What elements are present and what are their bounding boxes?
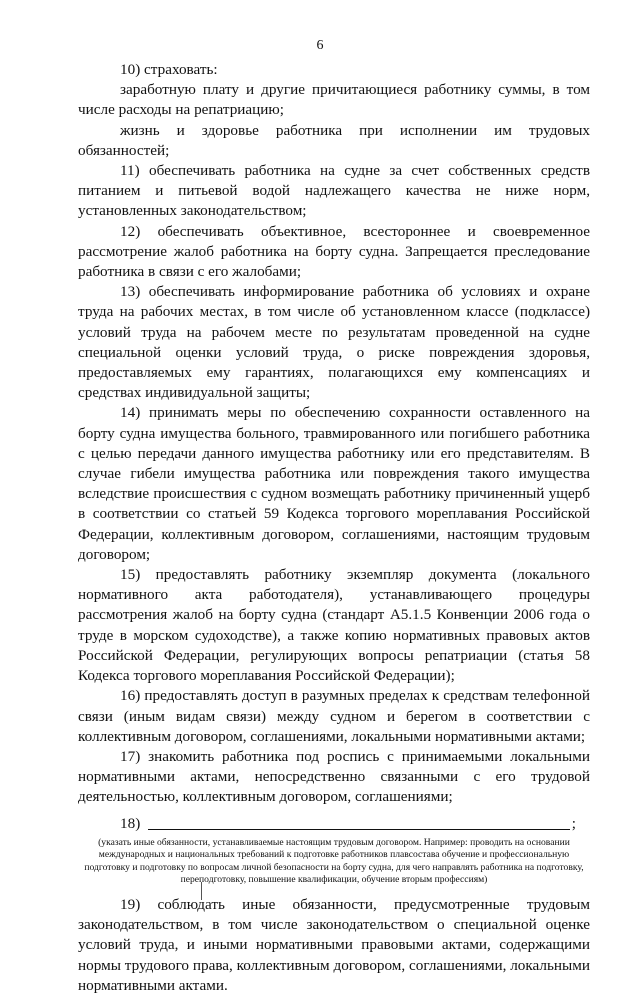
- scan-mark: [201, 882, 203, 900]
- paragraph-item-16: 16) предоставлять доступ в разумных пределах к средствам телефонной связи (иным видам связи) между судном и берегом в соответствии с коллективным договором, соглашениями, локальными нормативными актами;: [78, 687, 590, 745]
- paragraph-item-10: 10) страховать:: [120, 61, 218, 78]
- document-body: [78, 60, 590, 996]
- paragraph-item-12: 12) обеспечивать объективное, всестороннее и своевременное рассмотрение жалоб работника на борту судна. Запрещается преследование работника в связи с его жалобами;: [78, 222, 590, 281]
- fill-in-item-18: [78, 814, 590, 836]
- paragraph-item-19: 19) соблюдать иные обязанности, предусмотренные трудовым законодательством, в том числе законодательством о специальной оценке условий труда, и иными нормативными правовыми актами, содержащими нормы трудового права, коллективным договором, соглашениями, локальными нормативными актами.: [78, 895, 590, 994]
- paragraph-wages: заработную плату и другие причитающиеся работнику суммы, в том числе расходы на репатриацию;: [78, 81, 590, 119]
- paragraph-item-15: 15) предоставлять работнику экземпляр документа (локального нормативного акта работодателя), устанавливающего процедуры рассмотрения жалоб на борту судна (стандарт А5.1.5 Конвенции 2006 года о труде в морском судоходстве), а также копию нормативных правовых актов Российской Федерации, регулирующих вопросы репатриации (статья 58 Кодекса торгового мореплавания Российской Федерации);: [78, 566, 590, 685]
- paragraph-item-13: 13) обеспечивать информирование работника об условиях и охране труда на рабочих местах, в том числе об установленном классе (подклассе) условий труда на рабочем месте по результатам проведенной на судне специальной оценки условий труда, о риске повреждения здоровья, предоставляемых ему гарантиях, полагающихся ему компенсациях и средствах индивидуальной защиты;: [78, 283, 590, 402]
- page-number: 6: [316, 38, 324, 53]
- item-18-number: 18): [120, 814, 141, 832]
- footnote-instruction: (указать иные обязанности, устанавливаемые настоящим трудовым договором. Например: проводить на основании международных и национальных требований к подготовке работников плавсостава обучение и профессиональную подготовку и подготовку по вопросам личной безопасности на борту судна, для чего направлять работника на подготовку, переподготовку, повышение квалификации, обучение вторым профессиям): [84, 836, 584, 886]
- paragraph-life-health: жизнь и здоровье работника при исполнении им трудовых обязанностей;: [78, 121, 590, 159]
- paragraph-item-11: 11) обеспечивать работника на судне за счет собственных средств питанием и питьевой водой надлежащего качества не ниже норм, установленных законодательством;: [78, 162, 590, 220]
- fill-in-line: [148, 829, 570, 830]
- paragraph-item-17: 17) знакомить работника под роспись с принимаемыми локальными нормативными актами, непосредственно связанными с его трудовой деятельностью, коллективным договором, соглашениями;: [78, 747, 590, 806]
- paragraph-item-14: 14) принимать меры по обеспечению сохранности оставленного на борту судна имущества больного, травмированного или погибшего работника с целью передачи данного имущества работнику или его представителям. В случае гибели имущества работника или повреждения такого имущества вследствие происшествия с судном возмещать работнику причиненный ущерб в соответствии со статьей 59 Кодекса торгового мореплавания Российской Федерации, коллективным договором, соглашениями, настоящим трудовым договором;: [78, 404, 590, 563]
- item-18-end: ;: [571, 814, 576, 832]
